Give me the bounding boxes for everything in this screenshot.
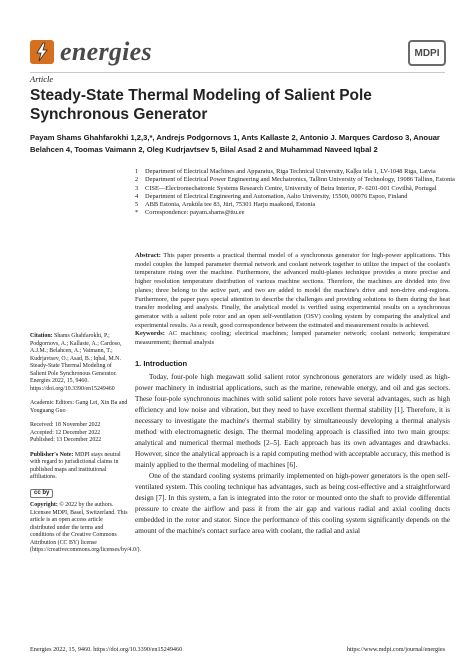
footer-url: https://www.mdpi.com/journal/energies <box>346 646 445 653</box>
intro-body <box>135 372 450 537</box>
dates: Received: 18 November 2022 Accepted: 12 December 2022 Published: 13 December 2022 <box>30 422 102 443</box>
page-footer <box>30 646 445 653</box>
sidebar <box>30 333 141 562</box>
energies-logo-icon <box>30 40 54 64</box>
article-type: Article <box>30 74 54 84</box>
section-heading: 1. Introduction <box>135 358 188 368</box>
affiliation-item: 5 ABB Estonia, Aruküla tee 83, Jüri, 75301 Harju maakond, Estonia <box>135 201 316 209</box>
abstract: Abstract: This paper presents a practical thermal model of a synchronous generator for high-power applications. This model couples the lumped parameter thermal network and coolant network together to utilize the impact of the coolant's temperature rising over the machine. Furthermore, the advanced multi-planes technique provides a more precise and higher resolution temperature distribution of various machine sections. Therefore, the machines are divided into five planes; three belong to the active part, and two are added to model the machine's drive and non-drive end-regions. Furthermore, the paper pays special attention to describe the challenges and providing solutions to them during the heat transfer modeling and analysis. Finally, the analytical model is verified using experimental results on a synchronous generator with a salient pole rotor and an open self-ventilation (OSV) cooling system by comparing the analytical and experimental results. As a result, good correspondence between the estimated and measurement results is achieved. <box>135 252 451 329</box>
affiliation-list <box>135 168 455 218</box>
affiliation-item: 1 Department of Electrical Machines and Apparatus, Riga Technical University, Kaļķu iela 1, LV-1048 Riga, Latvia <box>135 168 436 175</box>
journal-name: energies <box>60 37 152 66</box>
copyright: Copyright: © 2022 by the authors. Licensee MDPI, Basel, Switzerland. This article is an open access article distributed under the terms and conditions of the Creative Commons Attribution (CC BY) license (https://creativecommons.org/licenses/by/4.0/). <box>30 502 141 553</box>
intro-paragraph: One of the standard cooling systems primarily implemented on high-power generators is the open self-ventilated system. This cooling technique has advantages, such as being cost-effective and a straightforward design [7]. In this system, a fan is integrated into the rotor or mounted onto the shaft to provide differential pressure to create the airflow and pass it from the air gap and various radial and axial cooling ducts embedded in the rotor and stator. Since the performance of this cooling system significantly depends on the amount of the machine's contact surface area with coolant, the radial and axial <box>135 472 450 536</box>
main-column <box>135 252 450 537</box>
academic-editors: Academic Editors: Gang Lei, Xin Ba and Youguang Guo <box>30 400 128 414</box>
intro-paragraph: Today, four-pole high megawatt solid salient rotor synchronous generators are widely used as high-power machinery in industrial applications, such as the marine, renewable energy, and oil and gas sectors. These four-pole synchronous machines with solid salient pole rotors have several advantages, such as high efficiency and low noise and vibration, but they need to have excellent thermal stability [1]. Therefore, it is necessary to investigate the machine's thermal stability by simultaneously developing a thermal analysis method with electromagnetic design. The thermal modeling approach is classified into two main groups: analytical and numerical thermal methods [2–5]. Each approach has its own advantages and drawbacks. However, since the analytical approach is a rapid computing method with acceptable accuracy, this method is mainly applied to the thermal modeling of machines [6]. <box>135 373 450 470</box>
affiliation-item: 3 CISE—Electromechatronic Systems Research Centre, University of Beira Interior, P- 6201-001 Covilhã, Portugal <box>135 184 437 192</box>
author-list: Payam Shams Ghahfarokhi 1,2,3,*, Andrejs Podgornovs 1, Ants Kallaste 2, Antonio J. Marques Cardoso 3, Anouar Belahcen 4, Toomas Vaimann 2, Oleg Kudrjavtsev 5, Bilal Asad 2 and Muhammad Naveed Iqbal 2 <box>30 133 440 154</box>
affiliation-item: 4 Department of Electrical Engineering and Automation, Aalto University, 15500, 00076 Espoo, Finland <box>135 192 408 200</box>
mdpi-logo: MDPI <box>408 40 446 66</box>
footer-citation: Energies 2022, 15, 9460. https://doi.org/10.3390/en15249460 <box>30 646 183 653</box>
affiliation-item: 2 Department of Electrical Power Engineering and Mechatronics, Tallinn University of Technology, 19086 Tallinn, Estonia <box>135 176 455 184</box>
cc-license-icon: cc by <box>30 489 53 499</box>
correspondence: * Correspondence: payam.shams@ttu.ee <box>135 209 245 217</box>
citation: Citation: Shams Ghahfarokhi, P.; Podgornovs, A.; Kallaste, A.; Cardoso, A.J.M.; Belahcen, A.; Vaimann, T.; Kudrjavtsev, O.; Asad, B.; Iqbal, M.N. Steady-State Thermal Modeling of Salient Pole Synchronous Generator. Energies 2022, 15, 9460. https://doi.org/10.3390/en15249460 <box>30 333 122 392</box>
header-divider <box>30 72 445 73</box>
paper-title: Steady-State Thermal Modeling of Salient Pole Synchronous Generator <box>30 87 372 123</box>
keywords: Keywords: AC machines; cooling; electrical machines; lumped parameter network; coolant network; temperature measurement; thermal analysis <box>135 330 450 347</box>
publisher-note: Publisher's Note: MDPI stays neutral with regard to jurisdictional claims in published maps and institutional affiliations. <box>30 451 121 480</box>
